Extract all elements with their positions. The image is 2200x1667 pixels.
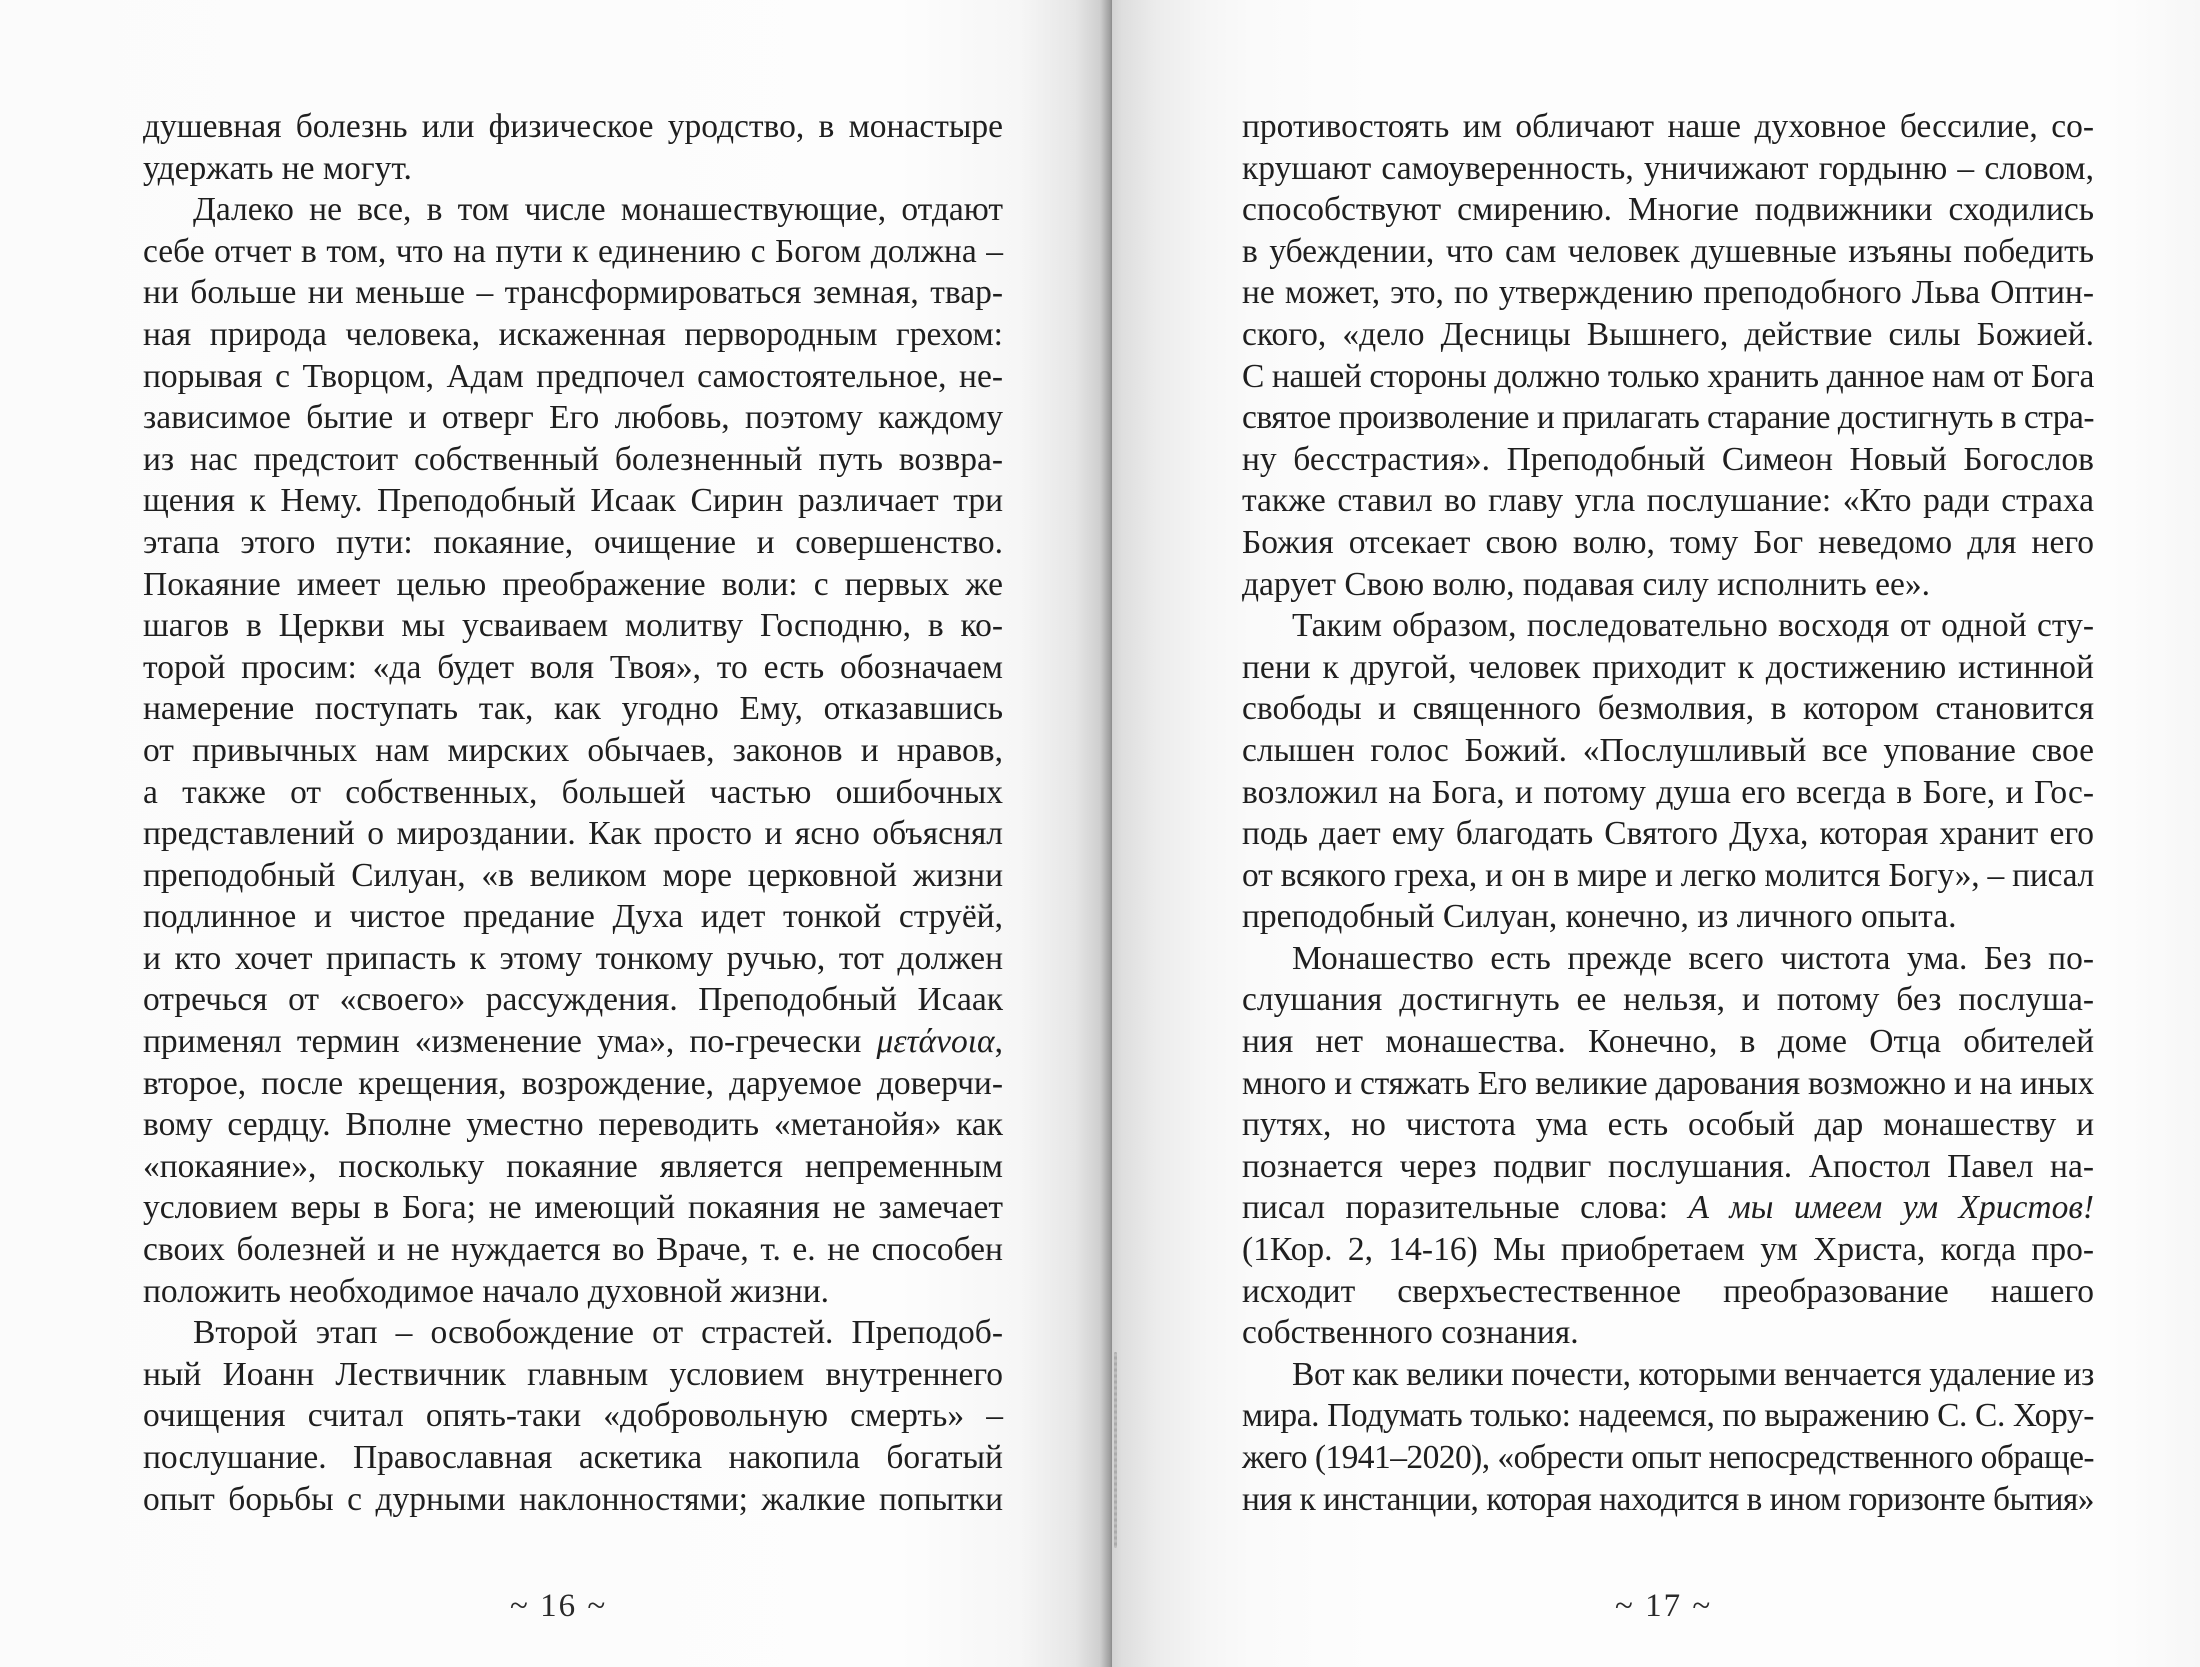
binding-thread [1114, 1352, 1117, 1548]
text-line: ная природа человека, искаженная первородным грехом: [143, 315, 1003, 353]
text-line: и кто хочет припасть к этому тонкому ручью, тот должен [143, 939, 1003, 977]
text-line: а также от собственных, большей частью ошибочных [143, 773, 1004, 811]
text-line: слушания достигнуть ее нельзя, и потому без послуша- [1242, 981, 2094, 1019]
text-line: душевная болезнь или физическое уродство, в монастыре [143, 108, 1003, 145]
text-line: не может, это, по утверждению преподобного Льва Оптин- [1242, 274, 2094, 312]
text-line: себе отчет в том, что на пути к единению с Богом должна – [143, 232, 1004, 270]
text-line: намерение поступать так, как угодно Ему, отказавшись [143, 690, 1003, 728]
text-line: писал поразительные слова: А мы имеем ум Христов! [1242, 1189, 2095, 1227]
text-line: С нашей стороны должно только хранить данное нам от Бога [1242, 357, 2094, 395]
italic-phrase: μετάνοια [876, 1023, 995, 1061]
text-line: способствуют смирению. Многие подвижники сходились [1242, 191, 2094, 229]
text-line: свободы и священного безмолвия, в котором становится [1242, 690, 2094, 728]
text-line: мира. Подумать только: надеемся, по выражению С. С. Хору- [1242, 1397, 2095, 1435]
text-line: крушают самоуверенность, уничижают гордыню – словом, [1242, 149, 2094, 187]
text-line: познается через подвиг послушания. Апостол Павел на- [1242, 1147, 2094, 1185]
text-line: второе, после крещения, возрождение, даруемое доверчи- [143, 1064, 1003, 1102]
text-line: преподобный Силуан, конечно, из личного опыта. [1242, 898, 1957, 936]
text-line: также ставил во главу угла послушание: «Кто ради страха [1242, 482, 2094, 520]
text-line: Вот как велики почести, которыми венчается удаление из [1292, 1355, 2094, 1393]
text-line: путях, но чистота ума есть особый дар монашеству и [1242, 1106, 2094, 1144]
text-line: подь дает ему благодать Святого Духа, которая хранит его [1242, 815, 2094, 853]
text-line: опыт борьбы с дурными наклонностями; жалкие попытки [143, 1480, 1003, 1518]
text-line: вому сердцу. Вполне уместно переводить «метанойя» как [143, 1106, 1003, 1144]
text-line: возложил на Бога, и потому душа его всегда в Боге, и Гос- [1242, 773, 2094, 811]
text-line: послушание. Православная аскетика накопила богатый [143, 1439, 1003, 1476]
text-line: ный Иоанн Лествичник главным условием внутреннего [143, 1355, 1003, 1393]
text-line: из нас предстоит собственный болезненный путь возвра- [143, 440, 1003, 478]
text-line: Монашество есть прежде всего чистота ума. Без по- [1292, 939, 2094, 977]
text-line: ни больше ни меньше – трансформироваться земная, твар- [143, 274, 1003, 312]
text-line: этапа этого пути: покаяние, очищение и совершенство. [143, 523, 1003, 561]
text-line: дарует Свою волю, подавая силу исполнить ее». [1242, 565, 1930, 603]
text-line: противостоять им обличают наше духовное бессилие, со- [1242, 108, 2094, 145]
page-number-left: ~ 16 ~ [510, 1588, 608, 1624]
italic-phrase: А мы имеем ум Христов! [1688, 1189, 2095, 1227]
text-line: слышен голос Божий. «Послушливый все упование свое [1242, 731, 2094, 769]
text-line: положить необходимое начало духовной жизни. [143, 1272, 830, 1310]
text-line: ния нет монашества. Конечно, в доме Отца обителей [1242, 1023, 2094, 1061]
text-line: шагов в Церкви мы усваиваем молитву Господню, в ко- [143, 607, 1003, 645]
text-line: представлений о мироздании. Как просто и ясно объяснял [143, 815, 1003, 853]
text-line: щения к Нему. Преподобный Исаак Сирин различает три [143, 482, 1003, 520]
text-line: ну бесстрастия». Преподобный Симеон Новый Богослов [1242, 440, 2094, 478]
text-line: от всякого греха, и он в мире и легко молится Богу», – писал [1242, 856, 2095, 894]
text-line: в убеждении, что сам человек душевные изъяны победить [1242, 232, 2094, 270]
text-line: порывая с Творцом, Адам предпочел самостоятельное, не- [143, 357, 1003, 395]
text-line: подлинное и чистое предание Духа идет тонкой струёй, [143, 898, 1003, 936]
text-line: «покаяние», поскольку покаяние является непременным [143, 1147, 1003, 1185]
text-line: исходит сверхъестественное преобразование нашего [1242, 1272, 2094, 1310]
text-line: собственного сознания. [1242, 1314, 1579, 1352]
text-line: своих болезней и не нуждается во Враче, т. е. не способен [143, 1231, 1003, 1269]
text-line: ского, «дело Десницы Вышнего, действие силы Божией. [1242, 315, 2094, 353]
text-line: преподобный Силуан, «в великом море церковной жизни [143, 856, 1003, 894]
text-line: Далеко не все, в том числе монашествующие, отдают [193, 191, 1003, 229]
text-line: много и стяжать Его великие дарования возможно и на иных [1242, 1064, 2094, 1102]
text-line: Божия отсекает свою волю, тому Бог неведомо для него [1242, 523, 2094, 561]
left-page-text [143, 106, 1003, 1520]
right-page-text [1242, 106, 2094, 1520]
text-line: отречься от «своего» рассуждения. Преподобный Исаак [143, 981, 1003, 1019]
text-line: зависимое бытие и отверг Его любовь, поэтому каждому [143, 399, 1003, 437]
text-line: святое произволение и прилагать старание достигнуть в стра- [1242, 399, 2094, 437]
text-line: Покаяние имеет целью преображение воли: с первых же [143, 565, 1003, 603]
page-number-right: ~ 17 ~ [1615, 1588, 1713, 1624]
text-line: очищения считал опять-таки «добровольную смерть» – [143, 1397, 1003, 1435]
text-line: ния к инстанции, которая находится в ином горизонте бытия» [1242, 1480, 2094, 1518]
text-line: удержать не могут. [143, 149, 412, 187]
text-line: от привычных нам мирских обычаев, законов и нравов, [143, 731, 1003, 769]
text-line: торой просим: «да будет воля Твоя», то есть обозначаем [143, 648, 1003, 686]
text-line: жего (1941–2020), «обрести опыт непосредственного обраще- [1242, 1439, 2095, 1476]
text-line: Второй этап – освобождение от страстей. Преподоб- [193, 1314, 1003, 1352]
text-line: пени к другой, человек приходит к достижению истинной [1242, 648, 2094, 686]
right-page [1112, 0, 2200, 1667]
text-line: (1Кор. 2, 14-16) Мы приобретаем ум Христа, когда про- [1242, 1231, 2095, 1269]
text-line: Таким образом, последовательно восходя от одной сту- [1292, 607, 2094, 645]
text-line: применял термин «изменение ума», по-гречески μετάνοια, [143, 1023, 1003, 1061]
text-line: условием веры в Бога; не имеющий покаяния не замечает [143, 1189, 1004, 1227]
